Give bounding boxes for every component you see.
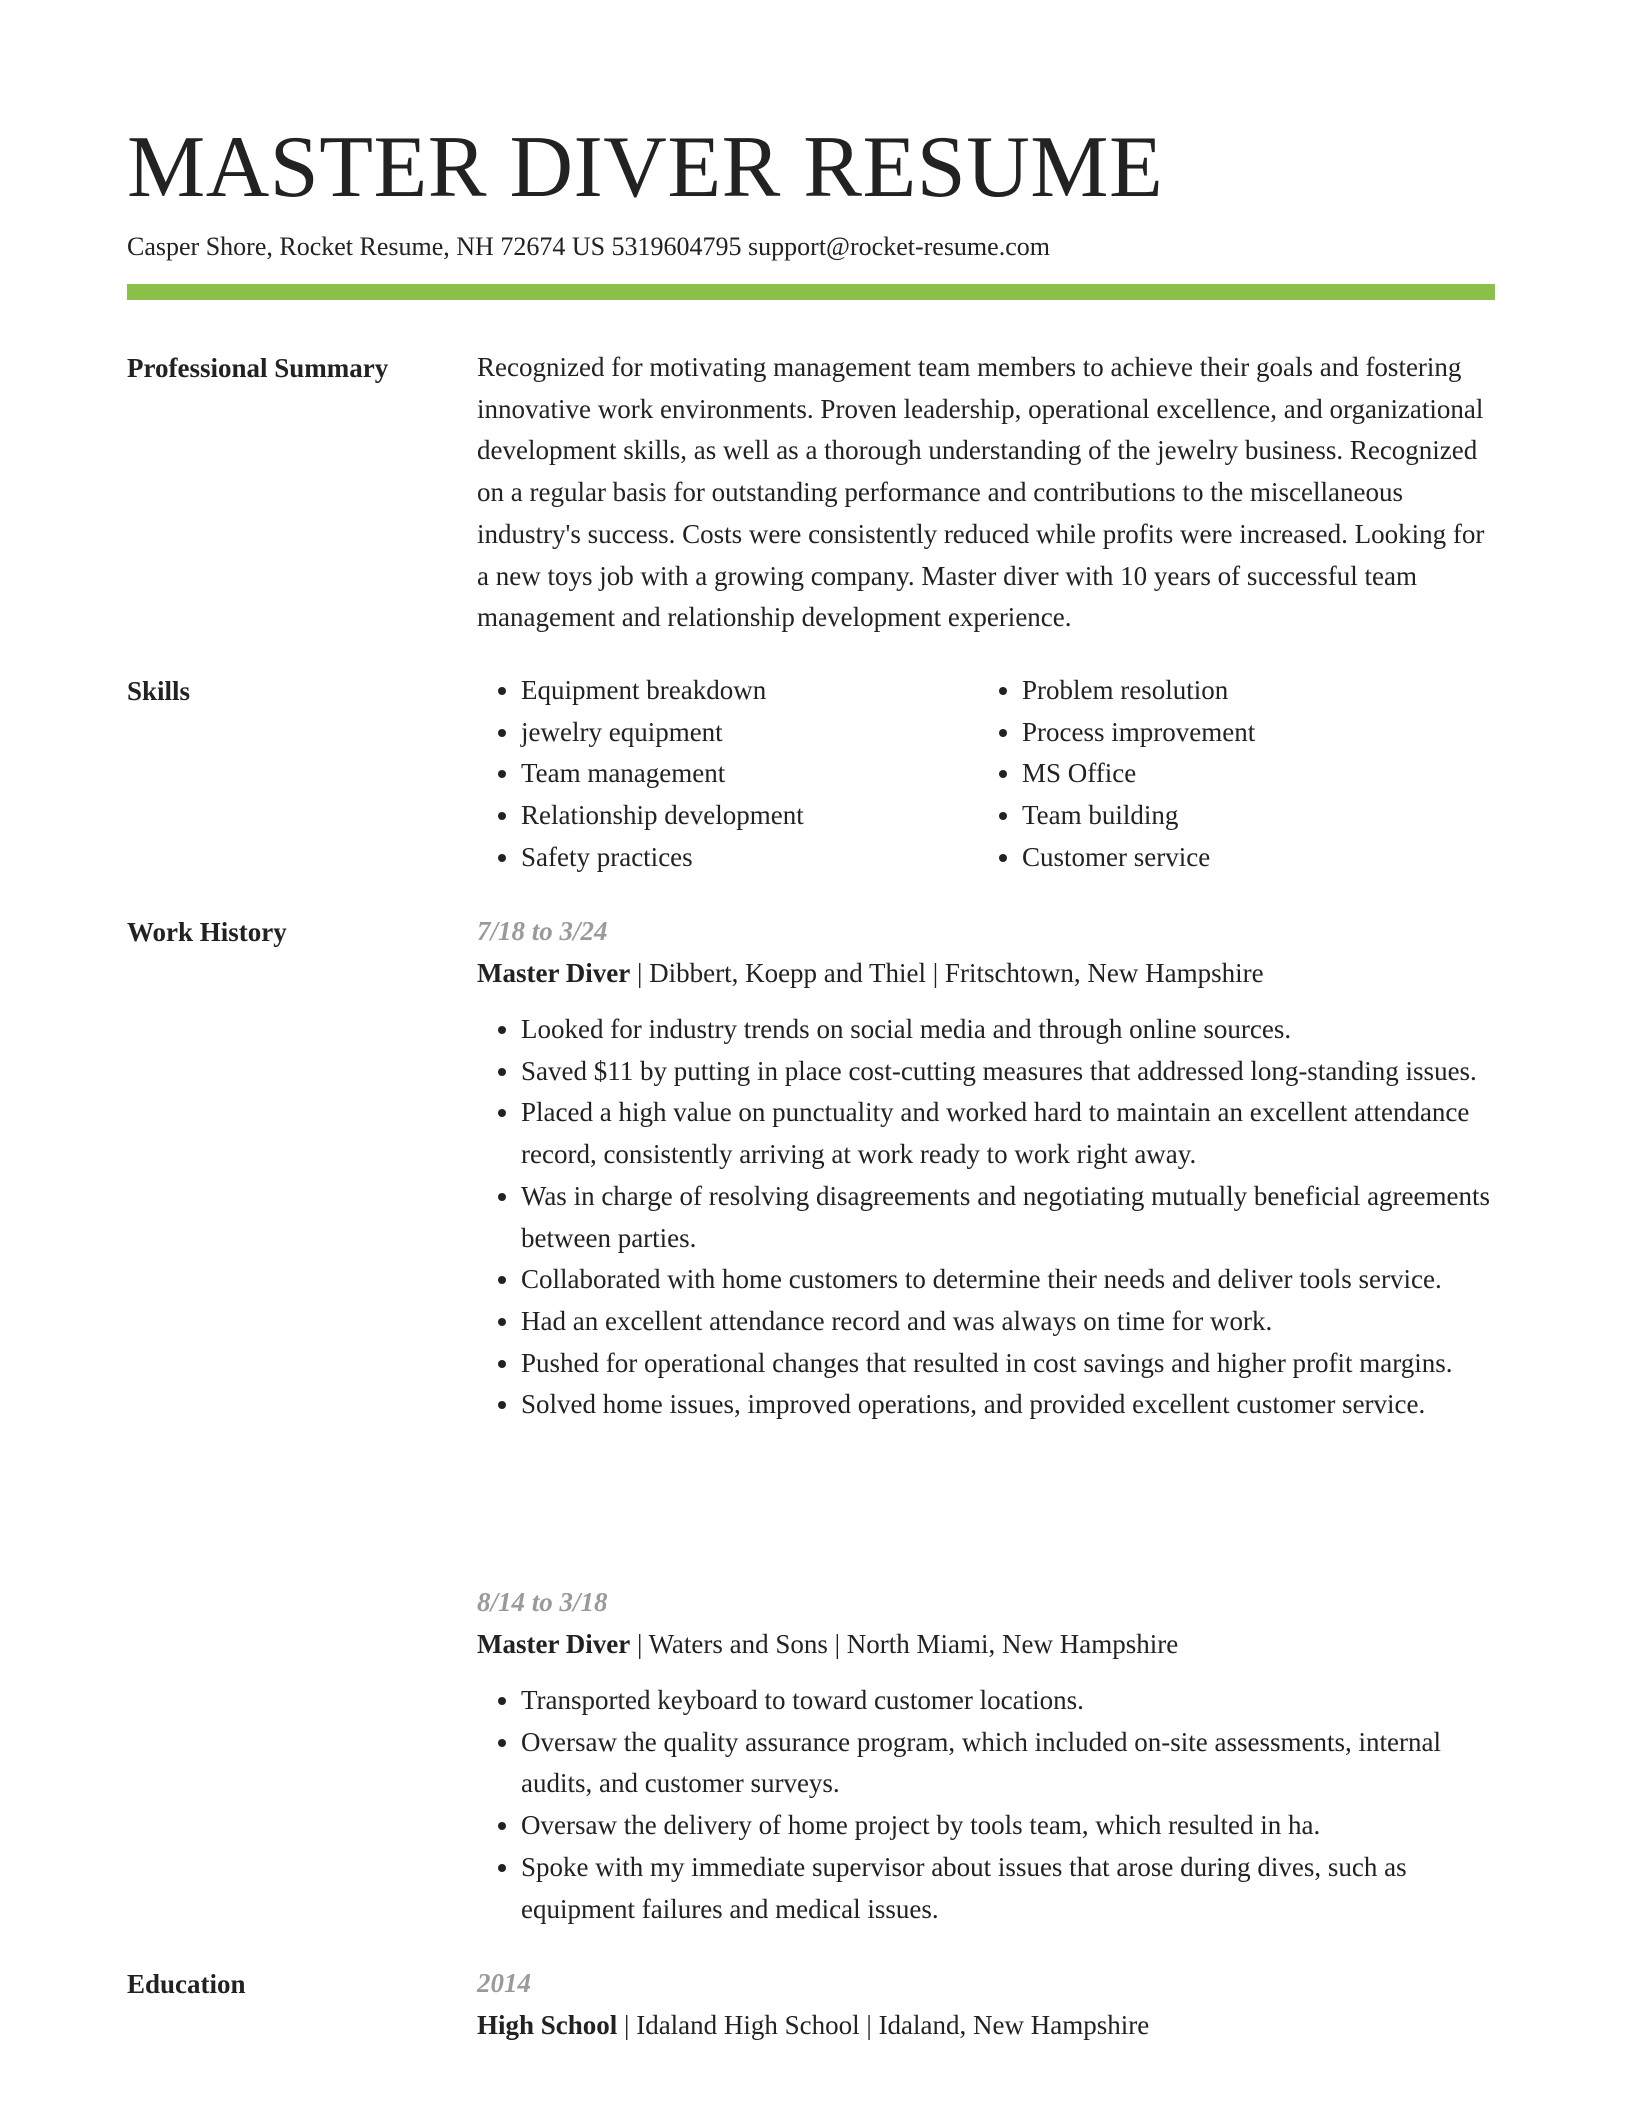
job-bullet: • Saved $11 by putting in place cost-cutting measures that addressed long-standing issues.: [521, 1051, 1495, 1093]
job-bullet: • Looked for industry trends on social media and through online sources.: [521, 1009, 1495, 1051]
summary-section: [477, 347, 1495, 639]
education-line: [477, 2005, 1495, 2047]
skill-item: • jewelry equipment: [521, 712, 978, 754]
education-degree: High School: [477, 2010, 618, 2040]
job-title: Master Diver: [477, 958, 631, 988]
job-bullets: [477, 1680, 1495, 1930]
skill-item: • MS Office: [1022, 753, 1479, 795]
job-bullet: • Was in charge of resolving disagreements and negotiating mutually beneficial agreements between parties.: [521, 1176, 1495, 1259]
skill-item: • Equipment breakdown: [521, 670, 978, 712]
job-date: 7/18 to 3/24: [477, 916, 608, 946]
job-bullets: [477, 1009, 1495, 1426]
header-divider: [127, 284, 1495, 300]
skills-list-right: [978, 670, 1479, 879]
job-bullet: • Transported keyboard to toward customer locations.: [521, 1680, 1495, 1722]
section-label-summary: Professional Summary: [127, 353, 389, 383]
job-bullet: • Solved home issues, improved operations, and provided excellent customer service.: [521, 1384, 1495, 1426]
section-label-work-history: Work History: [127, 917, 287, 947]
section-label-education: Education: [127, 1969, 246, 1999]
skills-list-left: [477, 670, 978, 879]
job-entry: [477, 911, 1495, 1426]
job-title: Master Diver: [477, 1629, 631, 1659]
job-date: 8/14 to 3/18: [477, 1587, 608, 1617]
skill-item: • Process improvement: [1022, 712, 1479, 754]
education-entry: [477, 1963, 1495, 2047]
job-details: | Dibbert, Koepp and Thiel | Fritschtown, New Hampshire: [630, 958, 1264, 988]
skills-columns: [477, 670, 1495, 879]
contact-info: Casper Shore, Rocket Resume, NH 72674 US 5319604795 support@rocket-resume.com: [127, 232, 1050, 261]
job-title-line: [477, 1624, 1495, 1666]
skill-item: • Relationship development: [521, 795, 978, 837]
job-bullet: • Oversaw the quality assurance program, which included on-site assessments, internal audits, and customer surveys.: [521, 1722, 1495, 1805]
job-bullet: • Spoke with my immediate supervisor about issues that arose during dives, such as equipment failures and medical issues.: [521, 1847, 1495, 1930]
summary-text: Recognized for motivating management team members to achieve their goals and fostering innovative work environments. Proven leadership, operational excellence, and organizational development skills, as well as a thorough understanding of the jewelry business. Recognized on a regular basis for outstanding performance and contributions to the miscellaneous industry's success. Costs were consistently reduced while profits were increased. Looking for a new toys job with a growing company. Master diver with 10 years of successful team management and relationship development experience.: [477, 352, 1485, 633]
job-bullet: • Collaborated with home customers to determine their needs and deliver tools service.: [521, 1259, 1495, 1301]
education-details: | Idaland High School | Idaland, New Hampshire: [617, 2010, 1150, 2040]
education-date: 2014: [477, 1968, 531, 1998]
skill-item: • Team building: [1022, 795, 1479, 837]
skills-section: [477, 670, 1495, 879]
skill-item: • Customer service: [1022, 837, 1479, 879]
job-bullet: • Oversaw the delivery of home project by tools team, which resulted in ha.: [521, 1805, 1495, 1847]
skill-item: • Problem resolution: [1022, 670, 1479, 712]
section-label-skills: Skills: [127, 676, 191, 706]
job-entry: [477, 1582, 1495, 1930]
job-bullet: • Placed a high value on punctuality and worked hard to maintain an excellent attendance record, consistently arriving at work ready to work right away.: [521, 1092, 1495, 1175]
job-bullet: • Pushed for operational changes that resulted in cost savings and higher profit margins.: [521, 1343, 1495, 1385]
skill-item: • Team management: [521, 753, 978, 795]
job-bullet: • Had an excellent attendance record and was always on time for work.: [521, 1301, 1495, 1343]
resume-title: MASTER DIVER RESUME: [127, 119, 1164, 216]
job-title-line: [477, 953, 1495, 995]
skill-item: • Safety practices: [521, 837, 978, 879]
job-details: | Waters and Sons | North Miami, New Hampshire: [630, 1629, 1179, 1659]
